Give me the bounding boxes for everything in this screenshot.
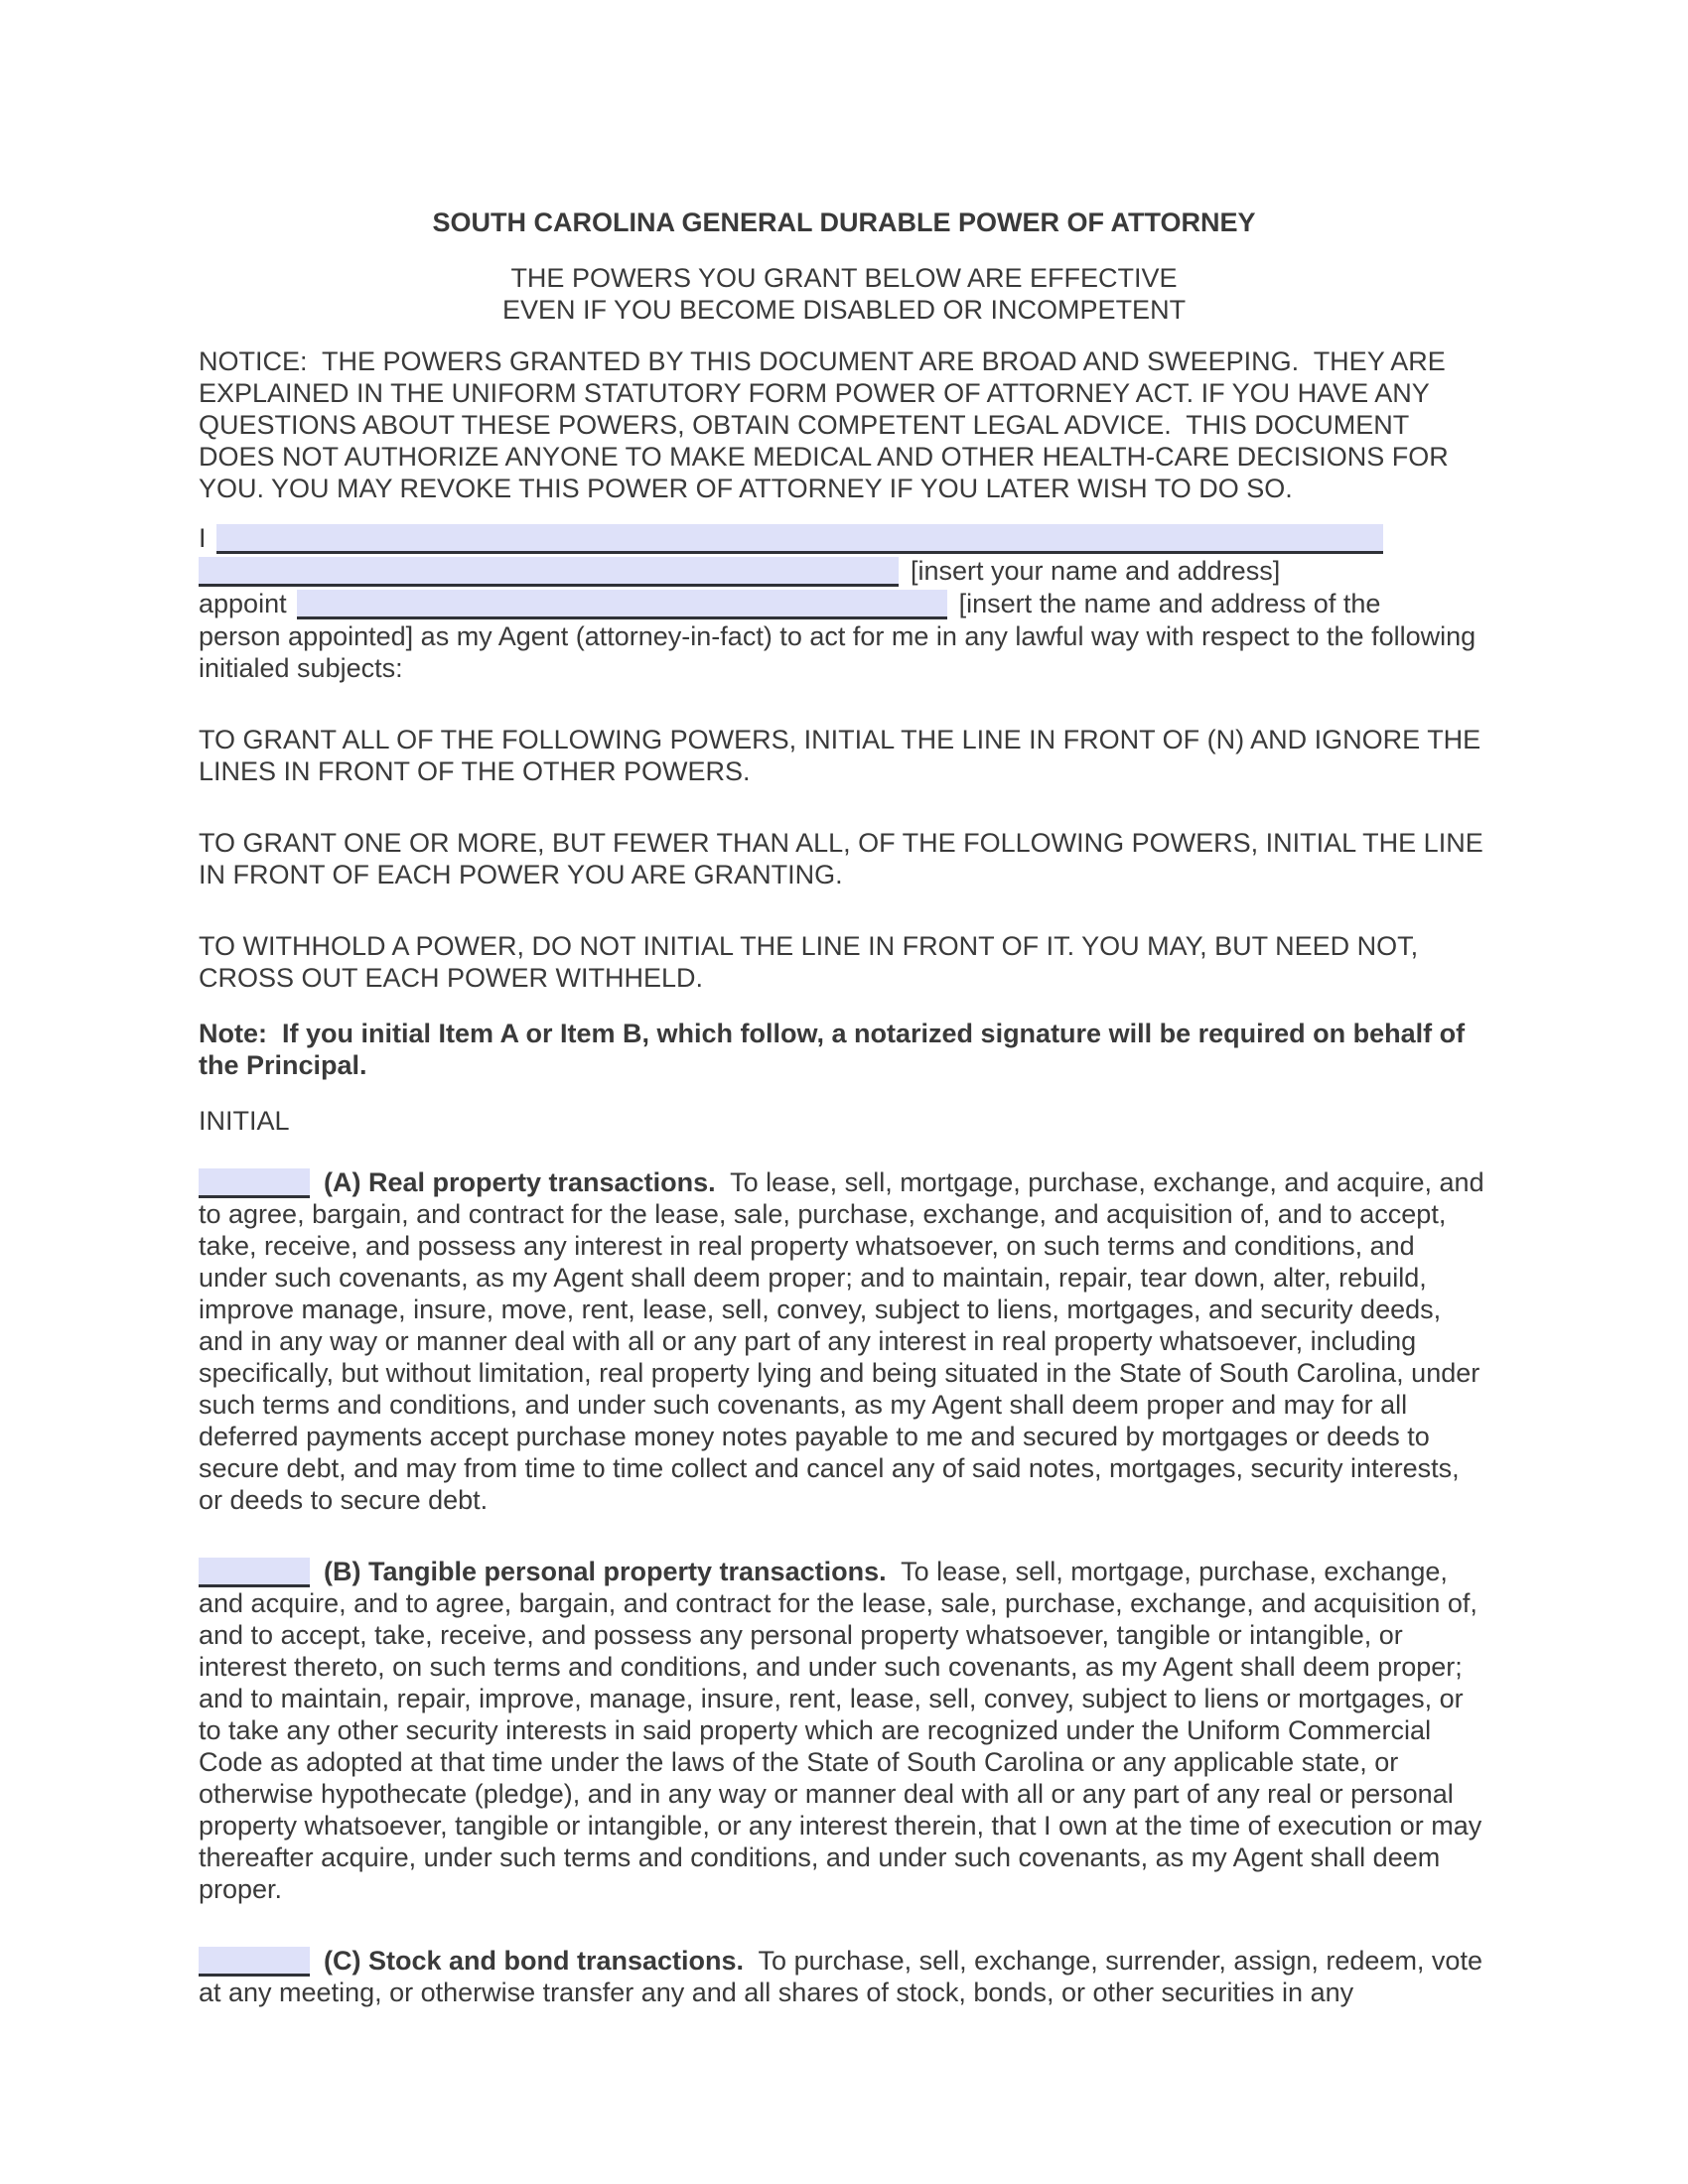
power-item-b — [199, 1556, 1489, 1905]
subtitle-line-1: THE POWERS YOU GRANT BELOW ARE EFFECTIVE — [510, 263, 1178, 293]
principal-address-field[interactable] — [199, 557, 899, 587]
power-body-b: To lease, sell, mortgage, purchase, exchange, and acquire, and to agree, bargain, and contract for the lease, sale, purchase, exchange, and acquisition of, and to accept, take, receive, and possess any personal property whatsoever, tangible or intangible, or interest thereto, on such terms and conditions, and under such covenants, as my Agent shall deem proper; and to maintain, repair, improve, manage, insure, rent, lease, sell, convey, subject to liens or mortgages, or to take any other security interests in said property which are recognized under the Uniform Commercial Code as adopted at that time under the laws of the State of South Carolina or any applicable state, or otherwise hypothecate (pledge), and in any way or manner deal with all or any part of any real or personal property whatsoever, tangible or intangible, or any interest therein, that I own at the time of execution or may thereafter acquire, under such terms and conditions, and under such covenants, as my Agent shall deem proper. — [199, 1557, 1489, 1904]
principal-line-2 — [199, 555, 1489, 588]
initial-heading: INITIAL — [199, 1106, 290, 1136]
principal-line-1 — [199, 522, 1489, 555]
initial-field-c[interactable] — [199, 1947, 310, 1977]
document-title: SOUTH CAROLINA GENERAL DURABLE POWER OF ATTORNEY — [432, 207, 1256, 237]
initial-field-a[interactable] — [199, 1168, 310, 1198]
power-body-a: To lease, sell, mortgage, purchase, exchange, and acquire, and to agree, bargain, and contract for the lease, sale, purchase, exchange, and acquisition of, and to accept, take, receive, and possess any interest in real property whatsoever, on such terms and conditions, and under such covenants, as my Agent shall deem proper; and to maintain, repair, tear down, alter, rebuild, improve manage, insure, move, rent, lease, sell, convey, subject to liens, mortgages, and security deeds, and in any way or manner deal with all or any part of any interest in real property whatsoever, including specifically, but without limitation, real property lying and being situated in the State of South Carolina, under such terms and conditions, and under such covenants, as my Agent shall deem proper and may for all deferred payments accept purchase money notes payable to me and secured by mortgages or deeds to secure debt, and may from time to time collect and cancel any of said notes, mortgages, security interests, or deeds to secure debt. — [199, 1167, 1492, 1515]
power-body-c: To purchase, sell, exchange, surrender, assign, redeem, vote at any meeting, or otherwise transfer any and all shares of stock, bonds, or other securities in any — [199, 1946, 1490, 2007]
principal-name-field[interactable] — [216, 524, 1383, 554]
instruction-grant-fewer: TO GRANT ONE OR MORE, BUT FEWER THAN ALL, OF THE FOLLOWING POWERS, INITIAL THE LINE IN FRONT OF EACH POWER YOU ARE GRANTING. — [199, 828, 1491, 889]
appointment-block — [199, 522, 1489, 684]
document-content — [199, 206, 1492, 2008]
power-label-a: (A) Real property transactions. — [324, 1167, 716, 1197]
notarization-note: Note: If you initial Item A or Item B, which follow, a notarized signature will be required on behalf of the Principal. — [199, 1019, 1473, 1080]
appoint-word: appoint — [199, 589, 287, 618]
agent-line — [199, 588, 1489, 620]
instruction-withhold: TO WITHHOLD A POWER, DO NOT INITIAL THE LINE IN FRONT OF IT. YOU MAY, BUT NEED NOT, CROSS OUT EACH POWER WITHHELD. — [199, 931, 1426, 993]
principal-hint-text: [insert your name and address] — [911, 556, 1281, 586]
document-subtitle — [199, 262, 1489, 326]
lead-word: I — [199, 523, 207, 553]
power-label-c: (C) Stock and bond transactions. — [324, 1946, 745, 1976]
instruction-grant-all: TO GRANT ALL OF THE FOLLOWING POWERS, INITIAL THE LINE IN FRONT OF (N) AND IGNORE THE LINES IN FRONT OF THE OTHER POWERS. — [199, 725, 1488, 786]
initial-field-b[interactable] — [199, 1558, 310, 1587]
appointment-continuation: person appointed] as my Agent (attorney-in-fact) to act for me in any lawful way with respect to the following initialed subjects: — [199, 621, 1483, 683]
power-label-b: (B) Tangible personal property transactions. — [324, 1557, 887, 1586]
agent-name-field[interactable] — [297, 590, 947, 619]
power-item-c — [199, 1945, 1489, 2008]
agent-hint-text: [insert the name and address of the — [958, 589, 1381, 618]
power-item-a — [199, 1166, 1492, 1516]
subtitle-line-2: EVEN IF YOU BECOME DISABLED OR INCOMPETENT — [501, 295, 1187, 325]
notice-paragraph: NOTICE: THE POWERS GRANTED BY THIS DOCUMENT ARE BROAD AND SWEEPING. THEY ARE EXPLAINED IN THE UNIFORM STATUTORY FORM POWER OF ATTORNEY ACT. IF YOU HAVE ANY QUESTIONS ABOUT THESE POWERS, OBTAIN COMPETENT LEGAL ADVICE. THIS DOCUMENT DOES NOT AUTHORIZE ANYONE TO MAKE MEDICAL AND OTHER HEALTH-CARE DECISIONS FOR YOU. YOU MAY REVOKE THIS POWER OF ATTORNEY IF YOU LATER WISH TO DO SO. — [199, 346, 1456, 503]
